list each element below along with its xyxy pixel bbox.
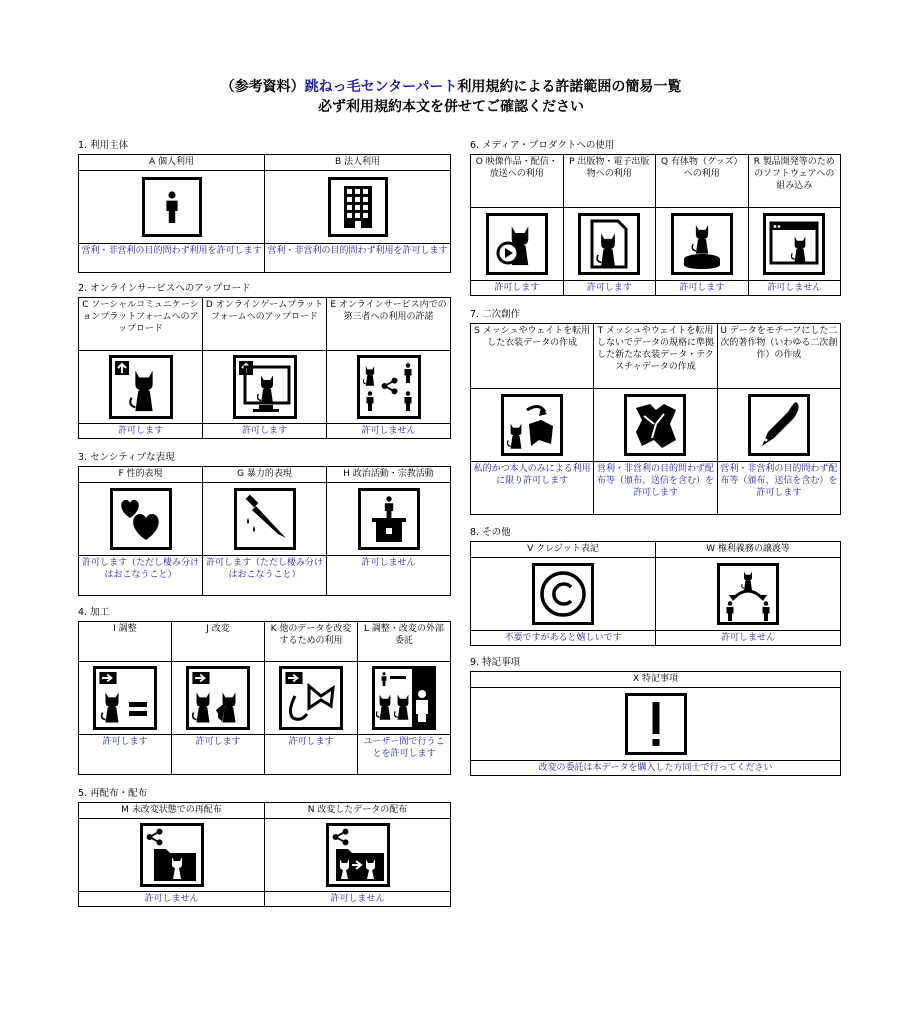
section-label: 8. その他 xyxy=(470,527,511,538)
cat-equals-icon xyxy=(93,666,157,730)
product-name: 跳ねっ毛センターパート xyxy=(304,79,458,95)
upload-monitor-cat-icon xyxy=(233,355,297,419)
permission-table xyxy=(78,466,451,596)
item-header: H 政治活動・宗教活動 xyxy=(327,467,451,483)
page-subtitle: 必ず利用規約本文を併せてご確認ください xyxy=(318,99,584,115)
permission-text: 許可します xyxy=(79,424,203,439)
item-header: D オンラインゲームプラットフォームへのアップロード xyxy=(203,298,327,351)
section-label: 2. オンラインサービスへのアップロード xyxy=(78,283,251,294)
permission-text: 営利・非営利の目的問わず利用を許可します xyxy=(79,244,265,273)
item-header: U データをモチーフにした二次的著作物（いわゆる二次創作）の作成 xyxy=(717,324,840,389)
permission-text: 許可しません xyxy=(748,281,841,296)
figure-cat-icon xyxy=(671,213,733,275)
permission-text: 許可しません xyxy=(327,424,451,439)
item-header: P 出版物・電子出版物への利用 xyxy=(563,155,656,208)
section-label: 1. 利用主体 xyxy=(78,140,129,151)
section-processing xyxy=(78,607,451,775)
share-people-icon xyxy=(357,355,421,419)
permission-text: 許可します（ただし棲み分けはおこなうこと） xyxy=(203,556,327,596)
share-modified-icon xyxy=(326,823,390,887)
permission-text: ユーザー間で行うことを許可します xyxy=(358,735,451,775)
permission-text: 許可します（ただし棲み分けはおこなうこと） xyxy=(79,556,203,596)
section-redistribution xyxy=(78,788,451,907)
item-header: X 特記事項 xyxy=(471,672,841,688)
permission-text: 許可しません xyxy=(656,631,841,646)
permission-text: 許可しません xyxy=(327,556,451,596)
section-label: 5. 再配布・配布 xyxy=(78,788,148,799)
video-cat-icon xyxy=(486,213,548,275)
document-cat-icon xyxy=(578,213,640,275)
section-label: 4. 加工 xyxy=(78,607,110,618)
item-header: W 権利義務の譲渡等 xyxy=(656,542,841,558)
permission-text: 改変の委託は本データを購入した方同士で行ってください xyxy=(471,761,841,776)
permission-table xyxy=(78,802,451,907)
item-header: E オンラインサービス内での第三者への利用の許諾 xyxy=(327,298,451,351)
podium-icon xyxy=(358,488,420,550)
hearts-icon xyxy=(110,488,172,550)
share-folder-icon xyxy=(140,823,204,887)
person-icon xyxy=(142,177,202,237)
cat-outsource-icon xyxy=(372,666,436,730)
permission-text: 私的かつ本人のみによる利用に限り許可します xyxy=(471,462,594,515)
permission-text: 許可します xyxy=(471,281,564,296)
permission-text: 許可します xyxy=(203,424,327,439)
item-header: N 改変したデータの配布 xyxy=(265,803,451,819)
section-label: 7. 二次創作 xyxy=(470,309,521,320)
permission-table xyxy=(470,541,841,646)
item-header: R 製品開発等のためのソフトウェアへの組み込み xyxy=(748,155,841,208)
section-media-product xyxy=(470,140,841,296)
section-label: 6. メディア・プロダクトへの使用 xyxy=(470,140,615,151)
permission-text: 営利・非営利の目的問わず利用を許可します xyxy=(265,244,451,273)
item-header: K 他のデータを改変するための利用 xyxy=(265,622,358,662)
permission-table xyxy=(78,154,451,273)
section-online-upload xyxy=(78,283,451,439)
permission-text: 許可します xyxy=(79,735,172,775)
transfer-icon xyxy=(717,563,779,625)
page-title xyxy=(0,76,902,96)
item-header: T メッシュやウェイトを転用しないでデータの規格に準拠した新たな衣装データ・テクスチャデータの作成 xyxy=(594,324,717,389)
permission-text: 許可します xyxy=(563,281,656,296)
section-derivative-works xyxy=(470,309,841,515)
permission-table xyxy=(470,671,841,776)
permission-text: 許可します xyxy=(265,735,358,775)
item-header: F 性的表現 xyxy=(79,467,203,483)
item-header: Q 有体物（グッズ）への利用 xyxy=(656,155,749,208)
permission-text: 許可します xyxy=(656,281,749,296)
permission-table xyxy=(470,154,841,296)
upload-cat-icon xyxy=(109,355,173,419)
permission-table xyxy=(78,621,451,775)
section-label: 9. 特記事項 xyxy=(470,657,521,668)
permission-table xyxy=(78,297,451,439)
item-header: J 改変 xyxy=(172,622,265,662)
section-usage-subject xyxy=(78,140,451,273)
item-header: B 法人利用 xyxy=(265,155,451,171)
permission-text: 許可しません xyxy=(79,892,265,907)
permission-text: 不要ですがあると嬉しいです xyxy=(471,631,656,646)
item-header: L 調整・改変の外部委託 xyxy=(358,622,451,662)
title-paren: （参考資料） xyxy=(220,79,305,95)
item-header: G 暴力的表現 xyxy=(203,467,327,483)
knife-icon xyxy=(234,488,296,550)
exclamation-icon xyxy=(625,693,687,755)
software-cat-icon xyxy=(763,213,825,275)
item-header: M 未改変状態での再配布 xyxy=(79,803,265,819)
title-rest: 利用規約による許諾範囲の簡易一覧 xyxy=(457,79,682,95)
clothes-icon xyxy=(624,394,686,456)
copyright-icon xyxy=(532,563,594,625)
permission-text: 許可しません xyxy=(265,892,451,907)
permission-text: 営利・非営利の目的問わず配布等（頒布、送信を含む）を許可します xyxy=(717,462,840,515)
building-icon xyxy=(328,177,388,237)
cat-modify-icon xyxy=(186,666,250,730)
item-header: O 映像作品・配信・放送への利用 xyxy=(471,155,564,208)
permission-text: 許可します xyxy=(172,735,265,775)
pen-nib-icon xyxy=(748,394,810,456)
cat-clothes-icon xyxy=(501,394,563,456)
section-special-notes xyxy=(470,657,841,776)
item-header: A 個人利用 xyxy=(79,155,265,171)
permission-text: 営利・非営利の目的問わず配布等（頒布、送信を含む）を許可します xyxy=(594,462,717,515)
permission-table xyxy=(470,323,841,515)
cat-other-data-icon xyxy=(279,666,343,730)
section-other xyxy=(470,527,841,646)
section-label: 3. センシティブな表現 xyxy=(78,452,175,463)
item-header: I 調整 xyxy=(79,622,172,662)
item-header: S メッシュやウェイトを転用した衣装データの作成 xyxy=(471,324,594,389)
item-header: V クレジット表記 xyxy=(471,542,656,558)
item-header: C ソーシャルコミュニケーションプラットフォームへのアップロード xyxy=(79,298,203,351)
section-sensitive xyxy=(78,452,451,596)
